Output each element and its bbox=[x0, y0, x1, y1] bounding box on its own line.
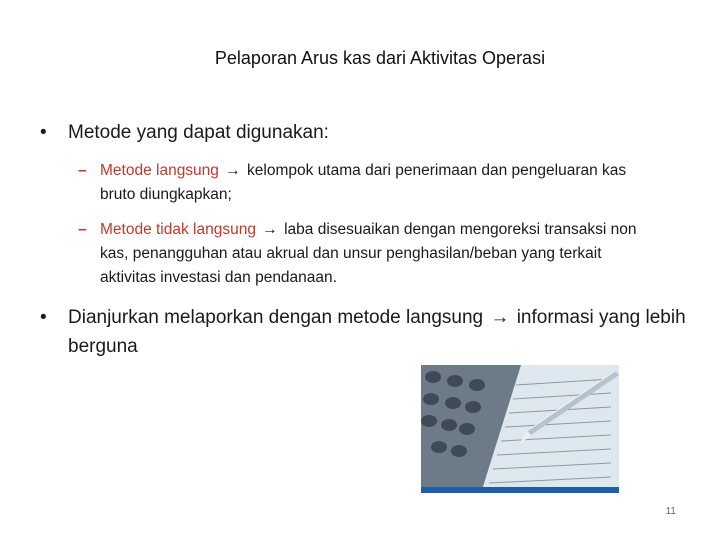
dash-marker: – bbox=[78, 162, 87, 179]
dash-marker: – bbox=[78, 221, 87, 238]
bullet-methods-text: Metode yang dapat digunakan: bbox=[68, 122, 329, 143]
indirect-method-desc: laba disesuaikan dengan mengoreksi transaksi non kas, penangguhan atau akrual dan unsur penghasilan/beban yang terkait aktivitas investasi dan pendanaan. bbox=[100, 221, 637, 286]
bullet-dot: • bbox=[40, 307, 47, 328]
recommendation-text: Dianjurkan melaporkan dengan metode langsung bbox=[68, 307, 484, 328]
calculator-pen-illustration bbox=[421, 365, 619, 493]
direct-method-label: Metode langsung bbox=[100, 162, 219, 179]
indirect-method-label: Metode tidak langsung bbox=[100, 221, 256, 238]
sub-direct-method bbox=[78, 159, 658, 207]
arrow-right-icon: → bbox=[490, 307, 510, 328]
bullet-methods bbox=[40, 118, 680, 147]
bullet-recommendation bbox=[40, 303, 690, 361]
page-number: 11 bbox=[665, 506, 676, 517]
recommendation-text-2: informasi yang lebih berguna bbox=[68, 307, 686, 357]
sub-indirect-method bbox=[78, 218, 658, 290]
slide-title: Pelaporan Arus kas dari Aktivitas Operasi bbox=[214, 48, 546, 68]
bullet-dot: • bbox=[40, 122, 47, 143]
arrow-right-icon: → bbox=[262, 221, 278, 238]
arrow-right-icon: → bbox=[225, 162, 241, 179]
calculator-pen-photo bbox=[421, 365, 619, 493]
direct-method-desc: kelompok utama dari penerimaan dan pengeluaran kas bruto diungkapkan; bbox=[100, 162, 627, 203]
